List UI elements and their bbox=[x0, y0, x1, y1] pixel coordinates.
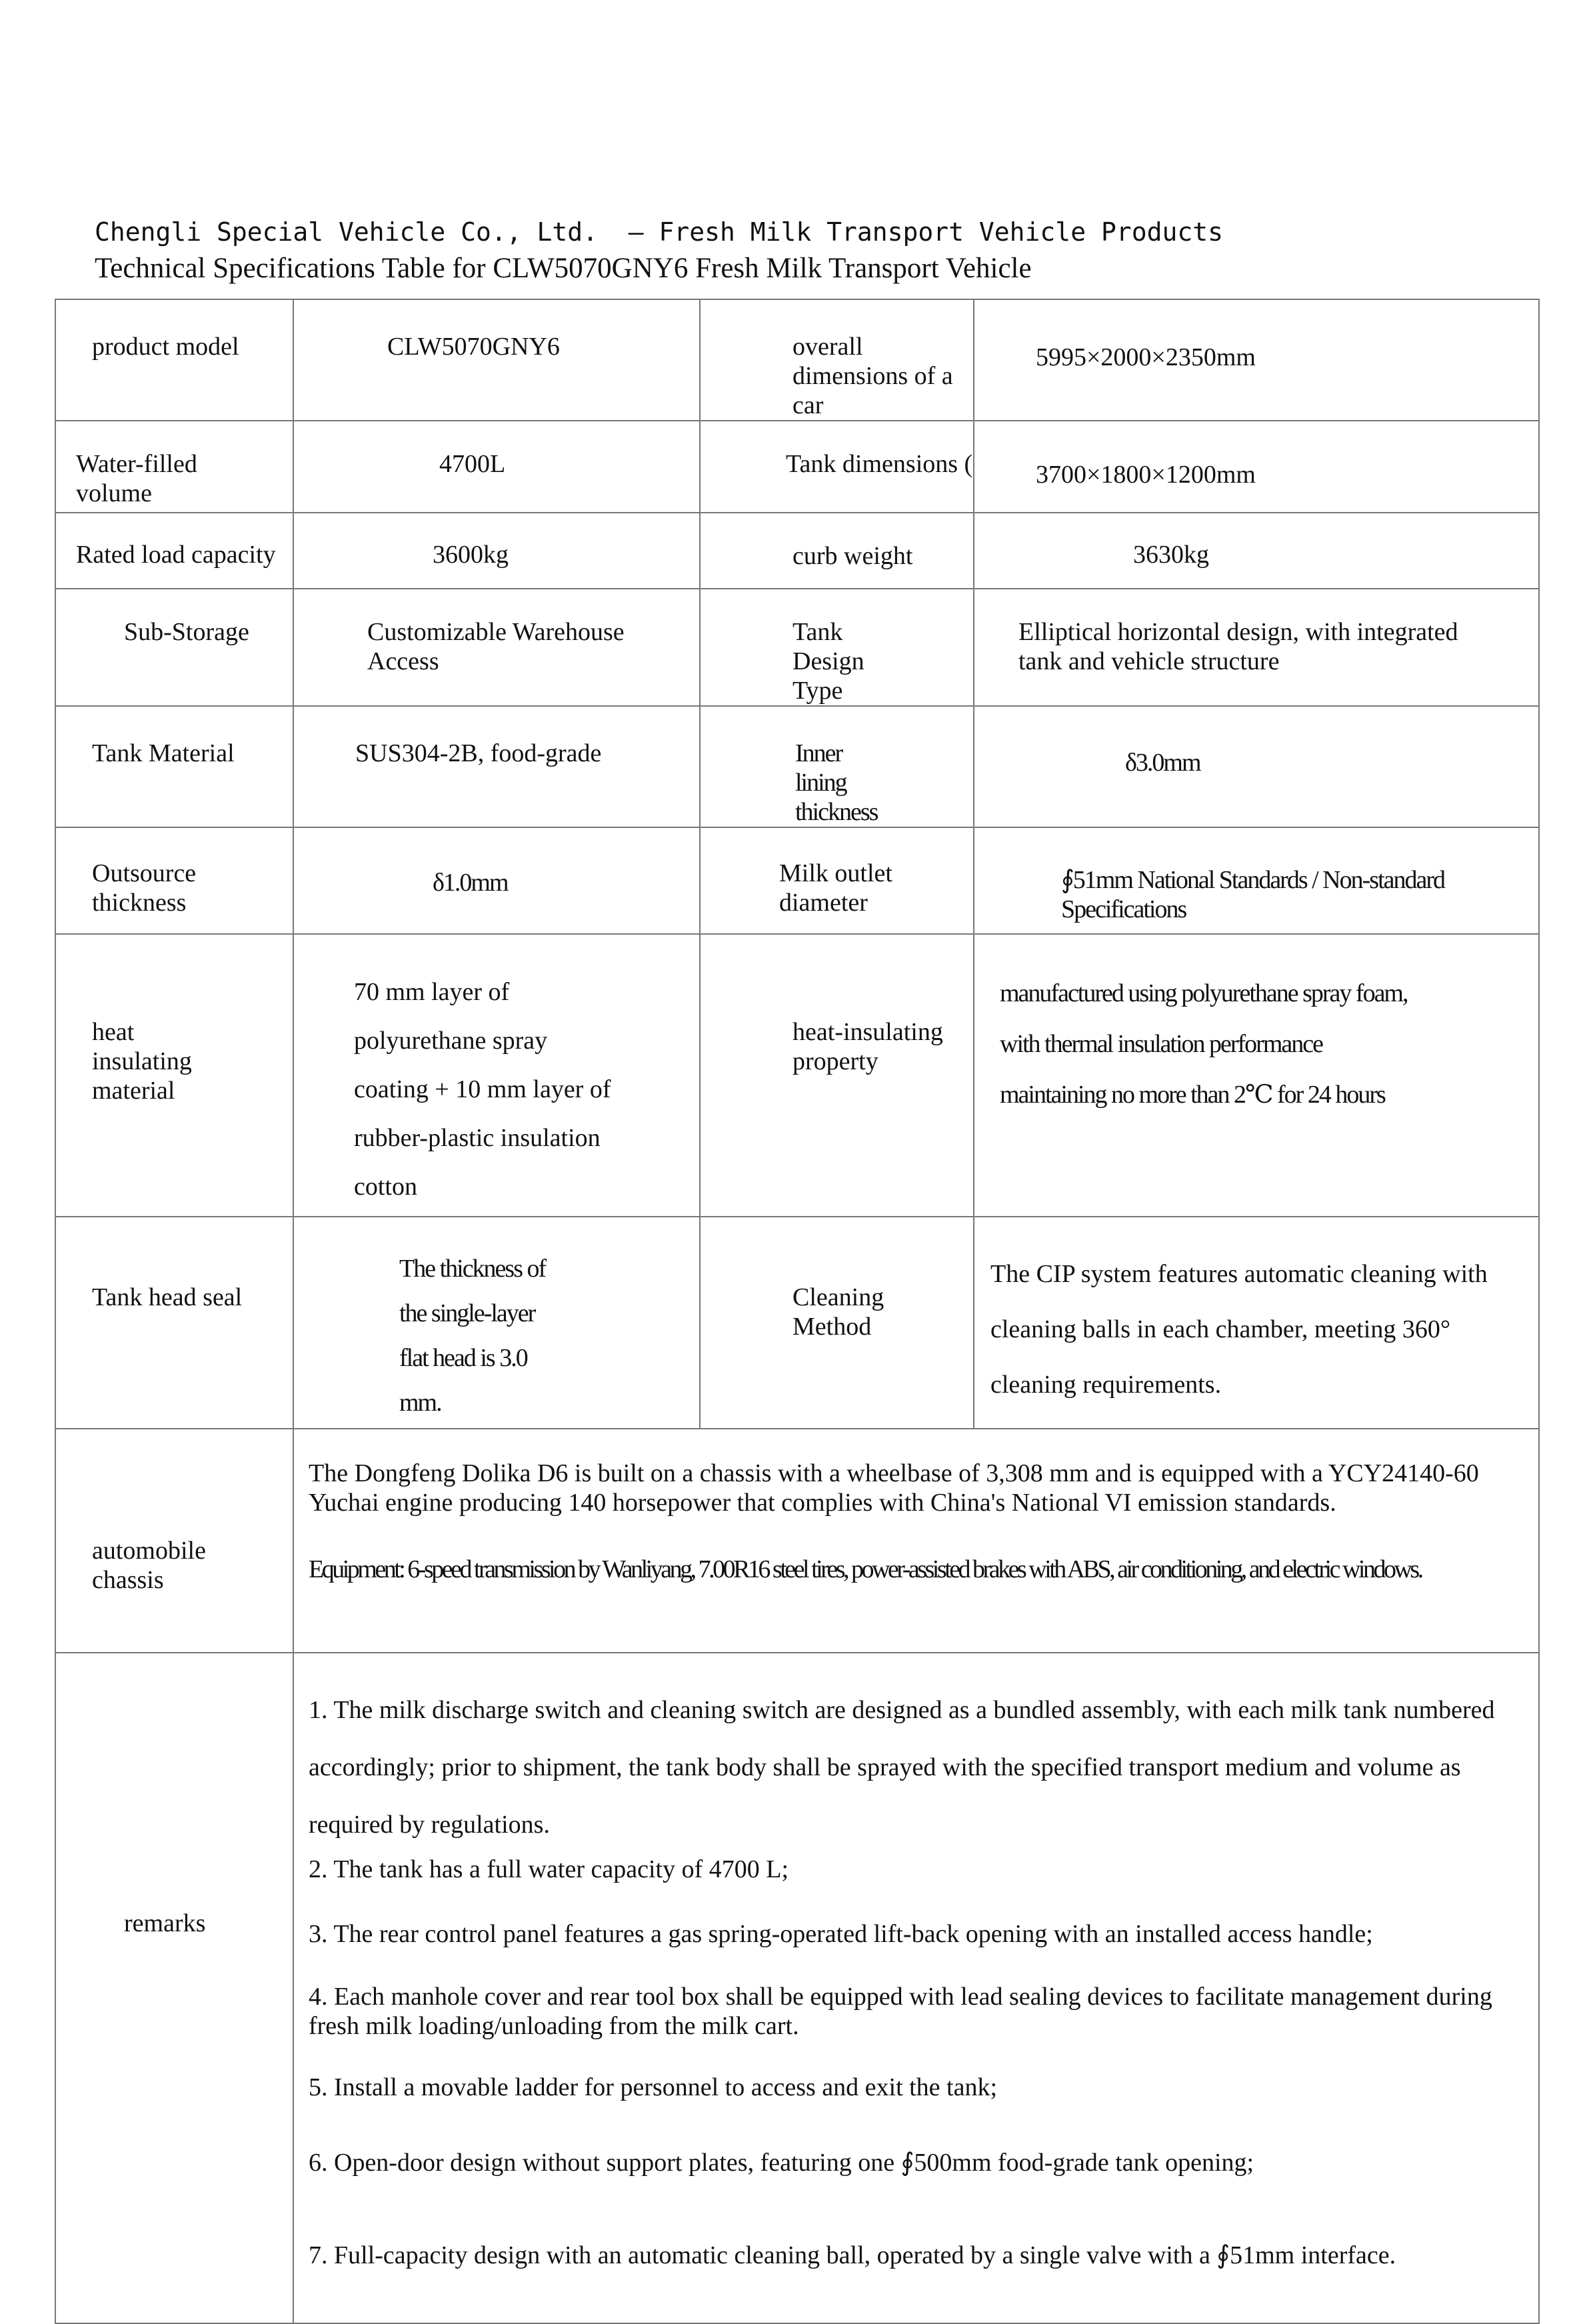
label-cell bbox=[700, 421, 974, 513]
value-cell bbox=[974, 827, 1539, 934]
text-line: with thermal insulation performance bbox=[1000, 1030, 1322, 1058]
remark-item: 1. The milk discharge switch and cleaning switch are designed as a bundled assembly, with each milk tank numbered accordingly; prior to shipment, the tank body shall be sprayed with the specified transport medium and volume as required by regulations. bbox=[309, 1696, 1495, 1839]
label-cell bbox=[55, 299, 293, 421]
automobile-chassis-label: automobile chassis bbox=[92, 1537, 206, 1594]
text-line: The thickness of bbox=[399, 1255, 546, 1283]
value-cell bbox=[293, 827, 700, 934]
remarks-list bbox=[294, 1653, 1538, 2270]
heat-insulating-property-label: heat-insulating property bbox=[793, 1018, 943, 1075]
label-cell bbox=[55, 1217, 293, 1429]
sub-storage-label: Sub-Storage bbox=[124, 618, 249, 646]
rated-load-value: 3600kg bbox=[433, 541, 509, 569]
milk-outlet-label: Milk outlet diameter bbox=[779, 859, 892, 917]
text-line: cleaning requirements. bbox=[990, 1371, 1222, 1399]
sub-storage-value: Customizable Warehouse Access bbox=[367, 618, 625, 675]
value-cell bbox=[974, 513, 1539, 589]
outsource-thickness-value: δ1.0mm bbox=[433, 869, 508, 897]
text-line: maintaining no more than 2℃ for 24 hours bbox=[1000, 1081, 1385, 1109]
tank-head-seal-value bbox=[294, 1217, 699, 1425]
tank-design-value: Elliptical horizontal design, with integrated tank and vehicle structure bbox=[1018, 618, 1458, 675]
curb-weight-label: curb weight bbox=[793, 542, 913, 570]
curb-weight-value: 3630kg bbox=[1133, 541, 1209, 569]
label-cell bbox=[700, 706, 974, 827]
product-model-label: product model bbox=[92, 333, 239, 361]
text-line: polyurethane spray bbox=[354, 1027, 548, 1055]
text-line: flat head is 3.0 bbox=[399, 1344, 527, 1372]
tank-material-label: Tank Material bbox=[92, 739, 235, 767]
water-volume-value: 4700L bbox=[439, 450, 506, 478]
label-cell bbox=[55, 934, 293, 1217]
text-line: cotton bbox=[354, 1173, 417, 1201]
table-row bbox=[55, 299, 1539, 421]
text-line: coating + 10 mm layer of bbox=[354, 1075, 611, 1103]
label-cell bbox=[55, 1429, 293, 1653]
inner-lining-value: δ3.0mm bbox=[1125, 749, 1200, 777]
overall-dimensions-label: overall dimensions of a car bbox=[793, 333, 953, 419]
heat-insulating-property-value bbox=[974, 935, 1538, 1120]
label-cell bbox=[700, 934, 974, 1217]
heat-insulating-material-label: heat insulating material bbox=[92, 1018, 192, 1105]
label-cell bbox=[700, 513, 974, 589]
label-cell bbox=[55, 513, 293, 589]
text-line: 70 mm layer of bbox=[354, 978, 510, 1006]
value-cell bbox=[293, 513, 700, 589]
tank-dimensions-value: 3700×1800×1200mm bbox=[1036, 461, 1256, 489]
inner-lining-label: Inner lining thickness bbox=[795, 739, 878, 826]
value-cell bbox=[293, 421, 700, 513]
text-line: rubber-plastic insulation bbox=[354, 1124, 601, 1152]
tank-head-seal-label: Tank head seal bbox=[92, 1283, 243, 1311]
value-cell bbox=[974, 299, 1539, 421]
value-cell bbox=[974, 589, 1539, 706]
label-cell bbox=[700, 589, 974, 706]
label-cell bbox=[55, 589, 293, 706]
outsource-thickness-label: Outsource thickness bbox=[92, 859, 197, 917]
label-cell bbox=[55, 706, 293, 827]
value-cell bbox=[293, 1429, 1539, 1653]
rated-load-label: Rated load capacity bbox=[76, 541, 276, 569]
document-title: Technical Specifications Table for CLW5070GNY6 Fresh Milk Transport Vehicle bbox=[95, 253, 1032, 284]
value-cell bbox=[293, 706, 700, 827]
table-row bbox=[55, 1217, 1539, 1429]
cleaning-method-label: Cleaning Method bbox=[793, 1283, 884, 1341]
table-row bbox=[55, 1429, 1539, 1653]
value-cell bbox=[293, 1217, 700, 1429]
remark-item: 6. Open-door design without support plates, featuring one ∮500mm food-grade tank opening; bbox=[309, 2149, 1254, 2177]
value-cell bbox=[293, 589, 700, 706]
tank-dimensions-label: Tank dimensions ( bbox=[786, 450, 973, 478]
text-line: the single-layer bbox=[399, 1299, 535, 1327]
document-header bbox=[95, 212, 1223, 285]
remark-item: 5. Install a movable ladder for personnel to access and exit the tank; bbox=[309, 2073, 998, 2101]
label-cell bbox=[55, 827, 293, 934]
value-cell bbox=[974, 934, 1539, 1217]
label-cell bbox=[55, 421, 293, 513]
table-row bbox=[55, 706, 1539, 827]
tank-design-label: Tank Design Type bbox=[793, 618, 864, 705]
milk-outlet-value: ∮51mm National Standards / Non-standard Specifications bbox=[1061, 866, 1445, 923]
table-row bbox=[55, 421, 1539, 513]
table-row bbox=[55, 827, 1539, 934]
remarks-label: remarks bbox=[124, 1909, 206, 1937]
tank-material-value: SUS304-2B, food-grade bbox=[355, 739, 602, 767]
value-cell bbox=[293, 934, 700, 1217]
value-cell bbox=[974, 1217, 1539, 1429]
text-line: manufactured using polyurethane spray foam, bbox=[1000, 979, 1408, 1007]
heat-insulating-material-value bbox=[294, 935, 699, 1211]
overall-dimensions-value: 5995×2000×2350mm bbox=[1036, 343, 1256, 371]
value-cell bbox=[293, 1653, 1539, 2323]
remark-item: 3. The rear control panel features a gas spring-operated lift-back opening with an installed access handle; bbox=[309, 1920, 1373, 1948]
chassis-description: The Dongfeng Dolika D6 is built on a chassis with a wheelbase of 3,308 mm and is equipped with a YCY24140-60 Yuchai engine producing 140 horsepower that complies with China's National VI emission standards. bbox=[309, 1459, 1479, 1517]
chassis-equipment: Equipment: 6-speed transmission by Wanliyang, 7.00R16 steel tires, power-assisted brakes with ABS, air conditioning, and electric windows. bbox=[309, 1555, 1422, 1583]
value-cell bbox=[293, 299, 700, 421]
text-line: mm. bbox=[399, 1389, 441, 1417]
spec-table bbox=[55, 299, 1540, 2324]
label-cell bbox=[700, 1217, 974, 1429]
remark-item: 2. The tank has a full water capacity of 4700 L; bbox=[309, 1855, 789, 1883]
water-volume-label: Water-filled volume bbox=[76, 450, 197, 507]
product-model-value: CLW5070GNY6 bbox=[387, 333, 560, 361]
table-row bbox=[55, 513, 1539, 589]
table-row bbox=[55, 934, 1539, 1217]
remark-item: 7. Full-capacity design with an automatic cleaning ball, operated by a single valve with a ∮51mm interface. bbox=[309, 2241, 1396, 2269]
remark-item: 4. Each manhole cover and rear tool box shall be equipped with lead sealing devices to facilitate management during fresh milk loading/unloading from the milk cart. bbox=[309, 1983, 1492, 2040]
label-cell bbox=[700, 299, 974, 421]
label-cell bbox=[700, 827, 974, 934]
table-row bbox=[55, 589, 1539, 706]
text-line: The CIP system features automatic cleaning with bbox=[990, 1260, 1488, 1288]
company-line: Chengli Special Vehicle Co., Ltd. – Fresh Milk Transport Vehicle Products bbox=[95, 217, 1223, 247]
cleaning-method-value bbox=[974, 1217, 1538, 1413]
label-cell bbox=[55, 1653, 293, 2323]
value-cell bbox=[974, 706, 1539, 827]
value-cell bbox=[974, 421, 1539, 513]
text-line: cleaning balls in each chamber, meeting 360° bbox=[990, 1315, 1451, 1343]
table-row bbox=[55, 1653, 1539, 2323]
